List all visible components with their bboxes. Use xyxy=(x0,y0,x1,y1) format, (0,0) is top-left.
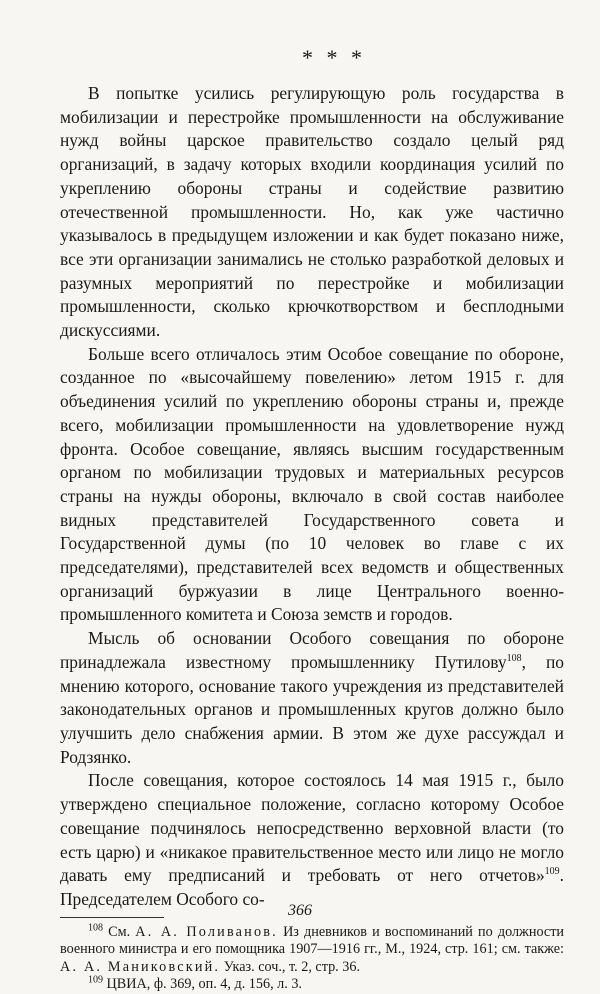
paragraph-4-text-b: . Председателем Особого со- xyxy=(60,865,564,909)
paragraph-1: В попытке усились регулирующую роль государства в мобилизации и перестройке промышленности на обслуживание нужд войны царское правительство создало целый ряд организаций, в задачу которых входили координация усилий по укреплению обороны страны и содействие развитию отечественной промышленности. Но, как уже частично указывалось в предыдущем изложении и как будет показано ниже, все эти организации занимались не столько разработкой деловых и разумных мероприятий по перестройке и мобилизации промышленности, сколько крючкотворством и бесплодными дискуссиями. xyxy=(60,83,564,341)
footnote-number: 109 xyxy=(88,974,103,986)
paragraph-3 xyxy=(60,627,564,769)
page-number: 366 xyxy=(288,902,312,919)
footnote-number: 108 xyxy=(88,921,103,933)
footnote-ref-109[interactable]: 109 xyxy=(544,866,560,878)
paragraph-4-text-a: После совещания, которое состоялось 14 мая 1915 г., было утверждено специальное положение, согласно которому Особое совещание подчинялось непосредственно верховной власти (то есть царю) и «никакое правительственное место или лицо не могло давать ему предписаний и требовать от него отчетов» xyxy=(60,770,564,886)
footnote-author: А. А. Маниковский. xyxy=(60,958,221,975)
paragraph-3-text-a: Мысль об основании Особого совещания по обороне принадлежала известному промышленнику Путилову xyxy=(60,628,564,672)
page-body xyxy=(60,44,564,994)
footnote-109 xyxy=(60,976,564,994)
footnote-ref-108[interactable]: 108 xyxy=(506,653,522,665)
paragraph-4 xyxy=(60,769,564,911)
footnote-108 xyxy=(60,921,564,977)
footnote-author: А. А. Поливанов. xyxy=(135,923,278,940)
footnote-text: Указ. соч., т. 2, стр. 36. xyxy=(220,958,361,975)
section-separator: * * * xyxy=(302,45,366,70)
footnote-text: См. xyxy=(103,923,136,940)
paragraph-3-text-b: , по мнению которого, основание такого учреждения из представителей законодательных органов и промышленных кругов должно было улучшить дело снабжения армии. В этом же духе рассуждал и Родзянко. xyxy=(60,651,564,767)
footnote-text: ЦВИА, ф. 369, оп. 4, д. 156, л. 3. xyxy=(103,976,302,993)
footnote-text: Из дневников и воспоминаний по должности военного министра и его помощника 1907—1916 гг., М., 1924, стр. 161; см. также: xyxy=(60,923,564,958)
paragraph-2: Больше всего отличалось этим Особое совещание по обороне, созданное по «высочайшему повелению» летом 1915 г. для объединения усилий по укреплению обороны страны и, прежде всего, мобилизации промышленности на удовлетворение нужд фронта. Особое совещание, являясь высшим государственным органом по мобилизации трудовых и материальных ресурсов страны на нужды обороны, включало в свой состав наиболее видных представителей Государственного совета и Государственной думы (по 10 человек во главе с их председателями), представителей всех ведомств и общественных организаций буржуазии в лице Центрального военно-промышленного комитета и Союза земств и городов. xyxy=(60,343,564,625)
